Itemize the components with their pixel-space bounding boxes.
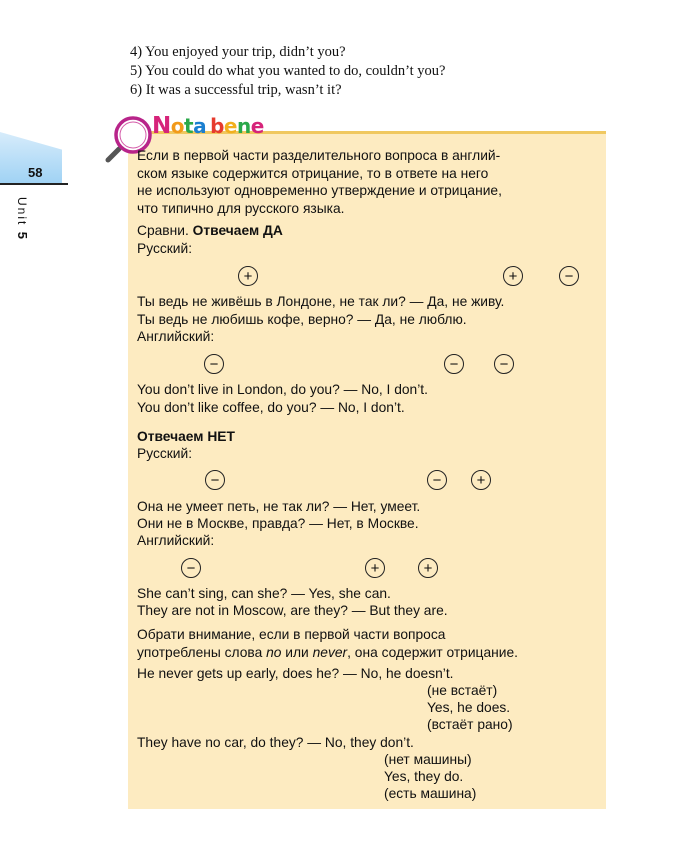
logo-letter: a: [193, 114, 207, 138]
minus-sign-icon: −: [427, 470, 447, 490]
english-example: She can’t sing, can she? — Yes, she can.: [137, 586, 391, 601]
plus-sign-icon: +: [503, 266, 523, 286]
minus-sign-icon: −: [494, 354, 514, 374]
note-text: употреблены слова: [137, 644, 267, 660]
russian-example: Ты ведь не живёшь в Лондоне, не так ли? — Да, не живу.: [137, 294, 505, 309]
exercise-item: 6) It was a successful trip, wasn’t it?: [130, 82, 342, 98]
logo-letter: e: [223, 114, 237, 138]
minus-sign-icon: −: [205, 470, 225, 490]
note-text: или: [281, 644, 313, 660]
intro-line: Если в первой части разделительного вопроса в англий-: [137, 148, 501, 163]
note-text: , она содержит отрицание.: [347, 644, 518, 660]
note-line: Обрати внимание, если в первой части вопроса: [137, 627, 446, 642]
english-example: You don’t live in London, do you? — No, I don’t.: [137, 382, 428, 397]
logo-letter: n: [236, 114, 251, 138]
example-answer: Yes, he does.: [427, 700, 511, 715]
exercise-item: 4) You enjoyed your trip, didn’t you?: [130, 44, 346, 60]
intro-paragraph: [137, 147, 599, 217]
yes-heading: Отвечаем ДА: [192, 223, 283, 238]
english-example: You don’t like coffee, do you? — No, I don’t.: [137, 400, 405, 415]
logo-letter: e: [250, 114, 264, 138]
compare-label: Сравни.: [137, 223, 189, 238]
intro-line: не используют одновременно утверждение и отрицание,: [137, 183, 502, 199]
example-question: He never gets up early, does he? — No, he doesn’t.: [137, 666, 454, 681]
compare-heading: [137, 222, 283, 240]
plus-sign-icon: +: [471, 470, 491, 490]
example-question: They have no car, do they? — No, they don’t.: [137, 735, 414, 750]
intro-line: ском языке содержится отрицание, то в ответе на него: [137, 165, 489, 181]
logo-letter: t: [184, 114, 194, 138]
example-gloss: (нет машины): [384, 752, 472, 767]
no-heading: Отвечаем НЕТ: [137, 429, 235, 444]
intro-line: что типично для русского языка.: [137, 200, 345, 216]
exercise-item: 5) You could do what you wanted to do, couldn’t you?: [130, 63, 446, 79]
example-gloss: (не встаёт): [427, 683, 498, 698]
plus-sign-icon: +: [365, 558, 385, 578]
logo-letter: o: [170, 114, 184, 138]
minus-sign-icon: −: [181, 558, 201, 578]
example-answer: Yes, they do.: [384, 769, 464, 784]
unit-number: 5: [15, 231, 30, 241]
minus-sign-icon: −: [444, 354, 464, 374]
minus-sign-icon: −: [559, 266, 579, 286]
plus-sign-icon: +: [238, 266, 258, 286]
unit-word: Unit: [15, 197, 29, 227]
english-label: Английский:: [137, 533, 215, 548]
unit-label: [15, 197, 30, 241]
russian-label: Русский:: [137, 446, 193, 461]
russian-label: Русский:: [137, 241, 193, 256]
logo-letter: b: [210, 114, 224, 138]
russian-example: Ты ведь не любишь кофе, верно? — Да, не люблю.: [137, 312, 467, 327]
exercise-list: [130, 43, 445, 100]
logo-letter: N: [152, 113, 171, 139]
nota-bene-logo: [152, 113, 264, 139]
russian-example: Они не в Москве, правда? — Нет, в Москве.: [137, 516, 419, 531]
minus-sign-icon: −: [204, 354, 224, 374]
note-line: [137, 644, 599, 662]
note-word-never: never: [312, 644, 348, 660]
plus-sign-icon: +: [418, 558, 438, 578]
page-number: 58: [28, 165, 43, 180]
note-word-no: no: [266, 644, 282, 660]
example-gloss: (есть машина): [384, 786, 477, 801]
english-example: They are not in Moscow, are they? — But they are.: [137, 603, 448, 618]
example-gloss: (встаёт рано): [427, 717, 513, 732]
note-paragraph: [137, 626, 599, 661]
english-label: Английский:: [137, 329, 215, 344]
russian-example: Она не умеет петь, не так ли? — Нет, умеет.: [137, 499, 421, 514]
page-number-underline: [0, 183, 68, 185]
